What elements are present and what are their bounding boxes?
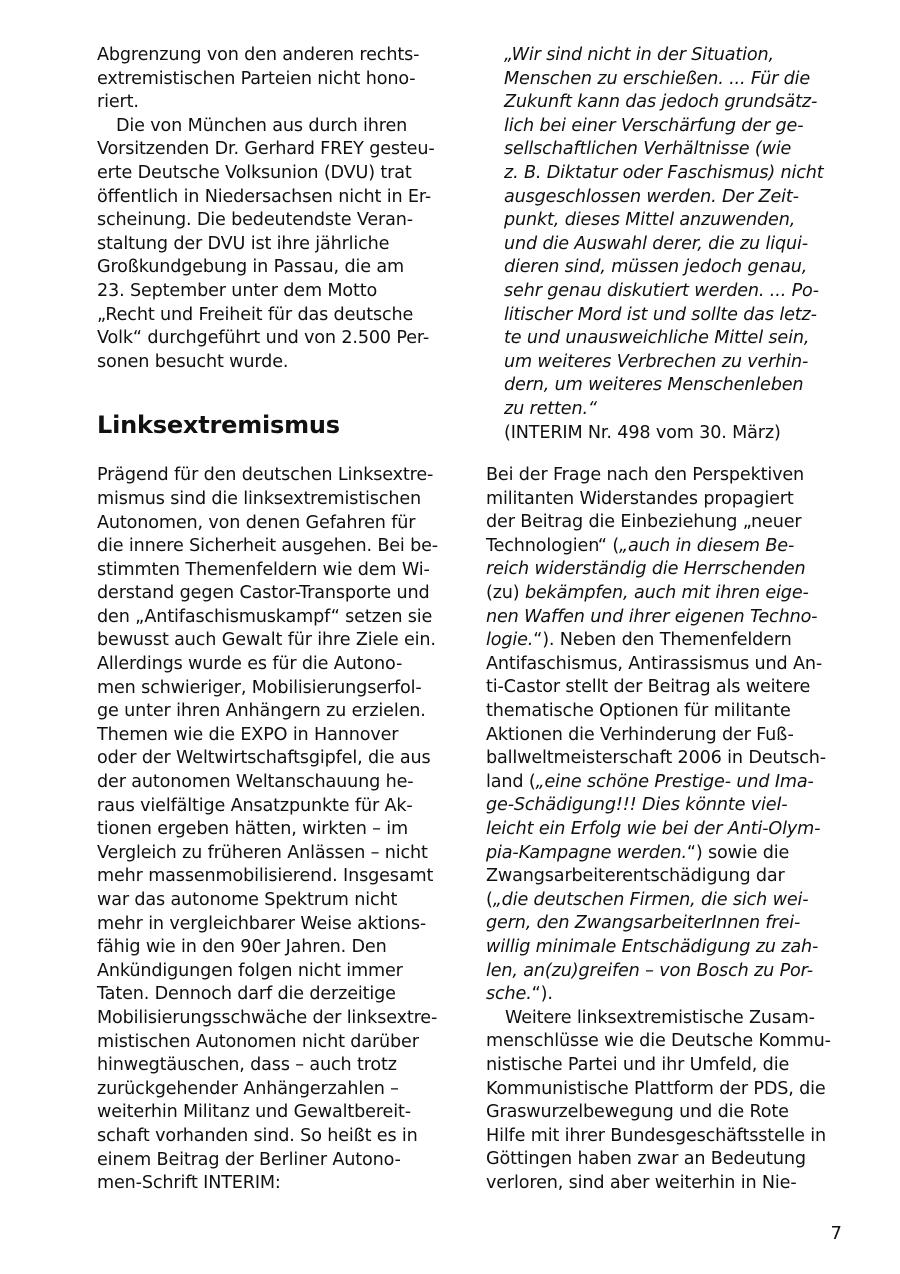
text-line: Mobilisierungsschwäche der linksextre-: [97, 1007, 438, 1028]
text-line: thematische Optionen für militante: [486, 701, 791, 722]
left-column: [97, 44, 449, 1196]
text-line: men-Schrift INTERIM:: [97, 1173, 281, 1194]
quote-line: und die Auswahl derer, die zu liqui-: [504, 233, 808, 254]
text-line: men schwieriger, Mobilisierungserfol-: [97, 677, 422, 698]
italic-run: „auch in diesem Be-: [619, 535, 795, 556]
quote-source: (INTERIM Nr. 498 vom 30. März): [504, 422, 781, 443]
quote-line: z. B. Diktatur oder Faschismus) nicht: [504, 162, 824, 183]
italic-run: leicht ein Erfolg wie bei der Anti-Olym-: [486, 819, 821, 839]
quote-line: punkt, dieses Mittel anzuwenden,: [504, 210, 796, 231]
text-line: die innere Sicherheit ausgehen. Bei be-: [97, 536, 438, 557]
text-line: verloren, sind aber weiterhin in Nie-: [486, 1172, 797, 1193]
paragraph-perspektiven: [486, 464, 838, 1007]
text-line: mehr in vergleichbarer Weise aktions-: [97, 913, 427, 934]
italic-run: len, an(zu)greifen – von Bosch zu Por-: [486, 960, 813, 981]
text-line: Autonomen, von denen Gefahren für: [97, 512, 416, 533]
spacer: [97, 374, 449, 410]
quote-line: „Wir sind nicht in der Situation,: [504, 45, 774, 65]
quote-line: te und unausweichliche Mittel sein,: [504, 328, 810, 349]
text-line: [486, 771, 838, 795]
italic-run: gern, den ZwangsarbeiterInnen frei-: [486, 913, 801, 934]
text-line: Vorsitzenden Dr. Gerhard FREY gesteu-: [97, 139, 435, 160]
text-line: Volk“ durchgeführt und von 2.500 Per-: [97, 328, 430, 349]
text-line: [486, 582, 838, 606]
quote-line: litischer Mord ist und sollte das letz-: [504, 304, 817, 325]
quote-line: um weiteres Verbrechen zu verhin-: [504, 351, 809, 372]
text-run: land (: [486, 771, 536, 792]
paragraph-weitere: [486, 1007, 838, 1196]
text-line: der autonomen Weltanschauung he-: [97, 772, 414, 793]
text-line: scheinung. Die bedeutendste Veran-: [97, 210, 413, 231]
text-line: [486, 794, 838, 818]
text-line: sonen besucht wurde.: [97, 351, 289, 372]
text-line: schaft vorhanden sind. So heißt es in: [97, 1125, 418, 1146]
text-line: Vergleich zu früheren Anlässen – nicht: [97, 842, 428, 863]
text-run: (: [486, 889, 493, 910]
text-line: stimmten Themenfeldern wie dem Wi-: [97, 559, 430, 580]
text-line: [486, 558, 838, 582]
text-line: mismus sind die linksextremistischen: [97, 488, 422, 509]
page-number: 7: [830, 1223, 842, 1244]
quote-line: sehr genau diskutiert werden. ... Po-: [504, 280, 819, 301]
block-quote: [486, 44, 838, 445]
italic-run: „eine schöne Prestige- und Ima-: [535, 771, 814, 792]
text-line: [486, 912, 838, 936]
quote-line: dieren sind, müssen jedoch genau,: [504, 257, 808, 278]
text-line: nistische Partei und ihr Umfeld, die: [486, 1054, 790, 1075]
text-line: Göttingen haben zwar an Bedeutung: [486, 1149, 806, 1170]
text-line: Themen wie die EXPO in Hannover: [97, 724, 399, 745]
text-line: [486, 535, 838, 559]
text-line: [486, 606, 838, 630]
italic-run: willig minimale Entschädigung zu zah-: [486, 936, 819, 957]
text-line: „Recht und Freiheit für das deutsche: [97, 304, 414, 325]
quote-line: ausgeschlossen werden. Der Zeit-: [504, 186, 799, 207]
text-line: [486, 936, 838, 960]
text-line: Graswurzelbewegung und die Rote: [486, 1102, 789, 1123]
text-line: Bei der Frage nach den Perspektiven: [486, 465, 805, 486]
text-run: “) sowie die: [686, 842, 790, 863]
italic-run: „die deutschen Firmen, die sich wei-: [492, 889, 809, 910]
text-line: einem Beitrag der Berliner Autono-: [97, 1149, 401, 1170]
text-line: [486, 960, 838, 984]
quote-line: sellschaftlichen Verhältnisse (wie: [504, 139, 792, 160]
text-line: tionen ergeben hätten, wirkten – im: [97, 819, 408, 840]
italic-run: logie.: [486, 630, 534, 651]
text-line: Antifaschismus, Antirassismus und An-: [486, 653, 823, 674]
text-line: bewusst auch Gewalt für ihre Ziele ein.: [97, 630, 436, 651]
text-line: riert.: [97, 92, 139, 113]
text-line: militanten Widerstandes propagiert: [486, 488, 794, 509]
text-line: war das autonome Spektrum nicht: [97, 890, 398, 910]
text-line: [486, 818, 838, 842]
italic-run: bekämpfen, auch mit ihren eige-: [524, 583, 809, 604]
text-line: raus vielfältige Ansatzpunkte für Ak-: [97, 795, 413, 816]
text-line: Prägend für den deutschen Linksextre-: [97, 465, 434, 486]
italic-run: reich widerständig die Herrschenden: [486, 559, 806, 580]
text-line: den „Antifaschismuskampf“ setzen sie: [97, 606, 433, 627]
spacer: [486, 445, 838, 464]
text-line: weiterhin Militanz und Gewaltbereit-: [97, 1102, 411, 1123]
italic-run: sche.: [486, 984, 532, 1005]
text-line: Taten. Dennoch darf die derzeitige: [97, 984, 396, 1005]
text-line: erte Deutsche Volksunion (DVU) trat: [97, 162, 412, 183]
quote-line: Zukunft kann das jedoch grundsätz-: [504, 92, 818, 113]
text-line: menschlüsse wie die Deutsche Kommu-: [486, 1031, 831, 1052]
quote-line: Menschen zu erschießen. ... Für die: [504, 68, 811, 89]
text-line: [486, 983, 838, 1007]
text-line: Allerdings wurde es für die Autono-: [97, 654, 403, 675]
text-line: staltung der DVU ist ihre jährliche: [97, 233, 390, 254]
text-line: Die von München aus durch ihren: [116, 115, 408, 136]
text-line: [486, 842, 838, 866]
text-line: Weitere linksextremistische Zusam-: [505, 1007, 815, 1028]
text-line: hinwegtäuschen, dass – auch trotz: [97, 1055, 397, 1076]
italic-run: ge-Schädigung!!! Dies könnte viel-: [486, 795, 788, 816]
section-heading: Linksextremismus: [97, 411, 340, 440]
italic-run: pia-Kampagne werden.: [486, 842, 687, 863]
paragraph-autonome: [97, 464, 449, 1195]
text-line: ti-Castor stellt der Beitrag als weitere: [486, 677, 811, 698]
text-line: [486, 629, 838, 653]
spacer: [97, 440, 449, 464]
text-run: “). Neben den Themenfeldern: [533, 630, 792, 651]
text-line: Zwangsarbeiterentschädigung dar: [486, 866, 785, 887]
paragraph-dvu: [97, 115, 449, 375]
italic-run: nen Waffen und ihrer eigenen Techno-: [486, 606, 818, 627]
text-line: fähig wie in den 90er Jahren. Den: [97, 937, 387, 958]
text-line: Ankündigungen folgen nicht immer: [97, 960, 403, 981]
text-line: oder der Weltwirtschaftsgipfel, die aus: [97, 748, 431, 769]
text-line: mehr massenmobilisierend. Insgesamt: [97, 866, 434, 887]
text-line: zurückgehender Anhängerzahlen –: [97, 1078, 399, 1099]
right-column: [486, 44, 838, 1196]
text-run: “).: [531, 984, 553, 1005]
text-line: ge unter ihren Anhängern zu erzielen.: [97, 701, 426, 722]
text-line: [486, 889, 838, 913]
text-line: extremistischen Parteien nicht hono-: [97, 68, 416, 89]
text-line: mistischen Autonomen nicht darüber: [97, 1031, 419, 1052]
text-run: (zu): [486, 583, 525, 604]
text-line: öffentlich in Niedersachsen nicht in Er-: [97, 186, 432, 207]
text-run: Technologien“ (: [486, 535, 620, 556]
text-line: derstand gegen Castor-Transporte und: [97, 583, 430, 604]
text-line: Kommunistische Plattform der PDS, die: [486, 1078, 826, 1099]
text-line: Aktionen die Verhinderung der Fuß-: [486, 724, 794, 745]
quote-line: dern, um weiteres Menschenleben: [504, 375, 804, 396]
text-line: Großkundgebung in Passau, die am: [97, 257, 404, 278]
text-line: der Beitrag die Einbeziehung „neuer: [486, 512, 802, 533]
text-line: Hilfe mit ihrer Bundesgeschäftsstelle in: [486, 1125, 827, 1146]
text-line: ballweltmeisterschaft 2006 in Deutsch-: [486, 748, 826, 769]
quote-line: lich bei einer Verschärfung der ge-: [504, 115, 804, 136]
paragraph-dvu-intro: [97, 44, 449, 115]
text-line: 23. September unter dem Motto: [97, 280, 378, 301]
quote-line: zu retten.“: [504, 398, 597, 419]
text-line: Abgrenzung von den anderen rechts-: [97, 45, 420, 65]
